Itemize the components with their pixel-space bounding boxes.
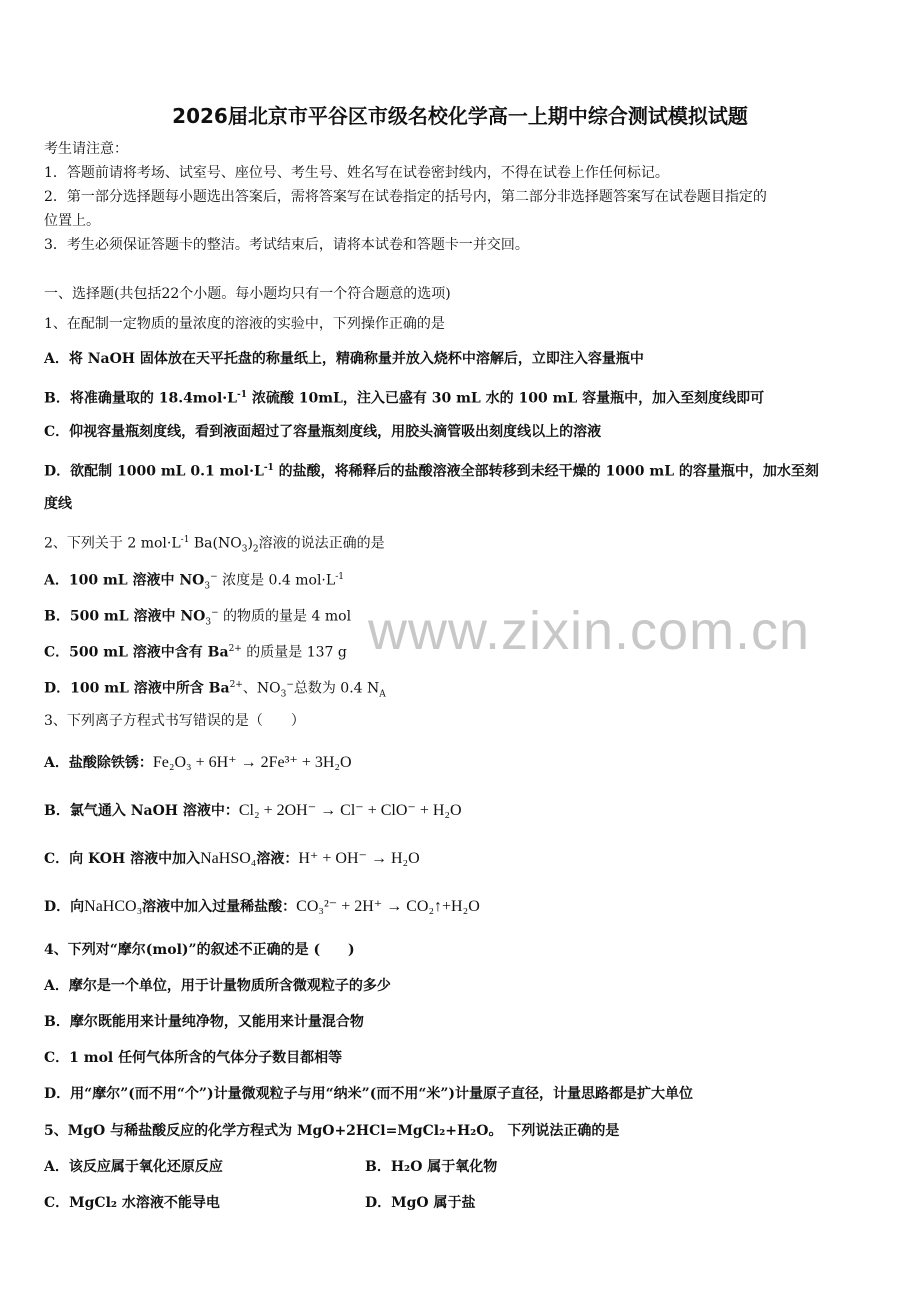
q1-option-b (44, 385, 764, 409)
notice-item-2: 2．第一部分选择题每小题选出答案后，需将答案写在试卷指定的括号内，第二部分非选择题答案写在试卷题目指定的 (44, 189, 767, 205)
q2-b-sub: 3 (205, 617, 212, 628)
q3-d-label: D．向 (44, 899, 85, 915)
q3-option-c (44, 849, 420, 869)
notice-heading: 考生请注意： (44, 141, 128, 157)
section-heading: 一、选择题(共包括22个小题。每小题均只有一个符合题意的选项) (44, 286, 451, 302)
q2-c-pre: C．500 mL 溶液中含有 Ba (44, 644, 229, 661)
q2-d-sup: 2+ (229, 680, 243, 690)
notice-item-1: 1．答题前请将考场、试室号、座位号、考生号、姓名写在试卷密封线内，不得在试卷上作任何标记。 (44, 165, 669, 181)
q2-d-mid: 、NO (242, 680, 281, 697)
q2-stem-sup: -1 (180, 535, 190, 545)
q3-d-label2: 溶液中加入过量稀盐酸： (142, 899, 297, 915)
q2-c-post: 的质量是 137 g (241, 644, 347, 661)
q5-option-c: C．MgCl₂ 水溶液不能导电 (44, 1195, 220, 1211)
q2-d-sup2: − (286, 680, 294, 690)
q2-stem (44, 530, 385, 559)
q4-option-a: A．摩尔是一个单位，用于计量物质所含微观粒子的多少 (44, 978, 391, 994)
q5-option-d: D．MgO 属于盐 (365, 1195, 476, 1211)
q2-stem-paren: ) (247, 535, 253, 552)
q2-a-pre: A．100 mL 溶液中 NO (44, 572, 205, 589)
q2-a-sub: 3 (204, 581, 211, 592)
q1-option-c: C．仰视容量瓶刻度线，看到液面超过了容量瓶刻度线，用胶头滴管吸出刻度线以上的溶液 (44, 424, 602, 440)
q3-b-label: B．氯气通入 NaOH 溶液中： (44, 803, 239, 819)
q4-option-b: B．摩尔既能用来计量纯净物，又能用来计量混合物 (44, 1014, 364, 1030)
q3-d-reagent: NaHCO₃ (84, 898, 143, 915)
q2-a-sup2: -1 (335, 572, 344, 582)
q3-a-label: A．盐酸除铁锈： (44, 755, 153, 771)
q3-stem: 3、下列离子方程式书写错误的是（ ） (44, 713, 305, 729)
q1-b-post: 浓硫酸 10mL，注入已盛有 30 mL 水的 100 mL 容量瓶中，加入至刻度线即可 (247, 390, 765, 407)
q5-option-b: B．H₂O 属于氧化物 (365, 1159, 498, 1175)
watermark: www.zixin.com.cn (368, 601, 811, 661)
q5-stem: 5、MgO 与稀盐酸反应的化学方程式为 MgO+2HCl=MgCl₂+H₂O。 下列说法正确的是 (44, 1123, 620, 1139)
q3-c-equation: H⁺ + OH⁻ → H₂O (298, 850, 420, 867)
q2-d-sub: 3 (280, 689, 287, 700)
q2-b-pre: B．500 mL 溶液中 NO (44, 608, 206, 625)
q2-stem-mid: Ba(NO (189, 535, 242, 552)
notice-item-3: 3．考生必须保证答题卡的整洁。考试结束后，请将本试卷和答题卡一并交回。 (44, 237, 529, 253)
q2-stem-post: 溶液的说法正确的是 (258, 535, 385, 552)
q2-option-c (44, 639, 347, 663)
q1-d-pre: D．欲配制 1000 mL 0.1 mol·L (44, 463, 264, 480)
q3-c-reagent: NaHSO₄ (200, 850, 257, 867)
q2-stem-sub: 3 (241, 544, 248, 555)
notice-item-2-cont: 位置上。 (44, 213, 100, 229)
q3-a-equation: Fe₂O₃ + 6H⁺ → 2Fe³⁺ + 3H₂O (152, 754, 352, 771)
q2-c-sup: 2+ (228, 644, 242, 654)
q2-b-sup: − (211, 608, 219, 618)
q1-option-d (44, 458, 819, 482)
q2-a-sup: − (210, 572, 218, 582)
q1-option-d-cont: 度线 (44, 496, 72, 512)
q1-d-sup: -1 (263, 463, 274, 473)
q3-c-label2: 溶液： (256, 851, 299, 867)
q4-stem: 4、下列对“摩尔(mol)”的叙述不正确的是 ( ) (44, 942, 355, 958)
q3-b-equation: Cl₂ + 2OH⁻ → Cl⁻ + ClO⁻ + H₂O (238, 802, 462, 819)
q1-stem: 1、在配制一定物质的量浓度的溶液的实验中，下列操作正确的是 (44, 316, 445, 332)
q2-b-post: 的物质的量是 4 mol (218, 608, 352, 625)
q4-option-d: D．用“摩尔”(而不用“个”)计量微观粒子与用“纳米”(而不用“米”)计量原子直径，计量思路都是扩大单位 (44, 1086, 694, 1102)
q2-option-a (44, 567, 344, 596)
q3-option-b (44, 801, 462, 821)
q3-option-a (44, 753, 352, 773)
q3-c-label: C．向 KOH 溶液中加入 (44, 851, 201, 867)
q1-b-sup: -1 (237, 390, 247, 400)
q2-d-sub-a: A (379, 689, 386, 700)
q4-option-c: C．1 mol 任何气体所含的气体分子数目都相等 (44, 1050, 343, 1066)
q1-option-a: A．将 NaOH 固体放在天平托盘的称量纸上，精确称量并放入烧杯中溶解后，立即注入容量瓶中 (44, 351, 644, 367)
q2-stem-sub2: 2 (252, 544, 259, 555)
q3-d-equation: CO₃²⁻ + 2H⁺ → CO₂↑+H₂O (296, 898, 480, 915)
q2-stem-pre: 2、下列关于 2 mol·L (44, 535, 181, 552)
q2-d-post: 总数为 0.4 N (293, 680, 380, 697)
q2-option-b (44, 603, 351, 632)
q5-option-a: A．该反应属于氧化还原反应 (44, 1159, 223, 1175)
q1-d-post: 的盐酸，将稀释后的盐酸溶液全部转移到未经干燥的 1000 mL 的容量瓶中，加水至刻 (273, 463, 819, 480)
q3-option-d (44, 897, 480, 917)
page-title: 2026届北京市平谷区市级名校化学高一上期中综合测试模拟试题 (172, 104, 748, 128)
q2-a-post: 浓度是 0.4 mol·L (217, 572, 336, 589)
q1-b-pre: B．将准确量取的 18.4mol·L (44, 390, 237, 407)
q2-d-pre: D．100 mL 溶液中所含 Ba (44, 680, 230, 697)
q2-option-d (44, 675, 386, 704)
